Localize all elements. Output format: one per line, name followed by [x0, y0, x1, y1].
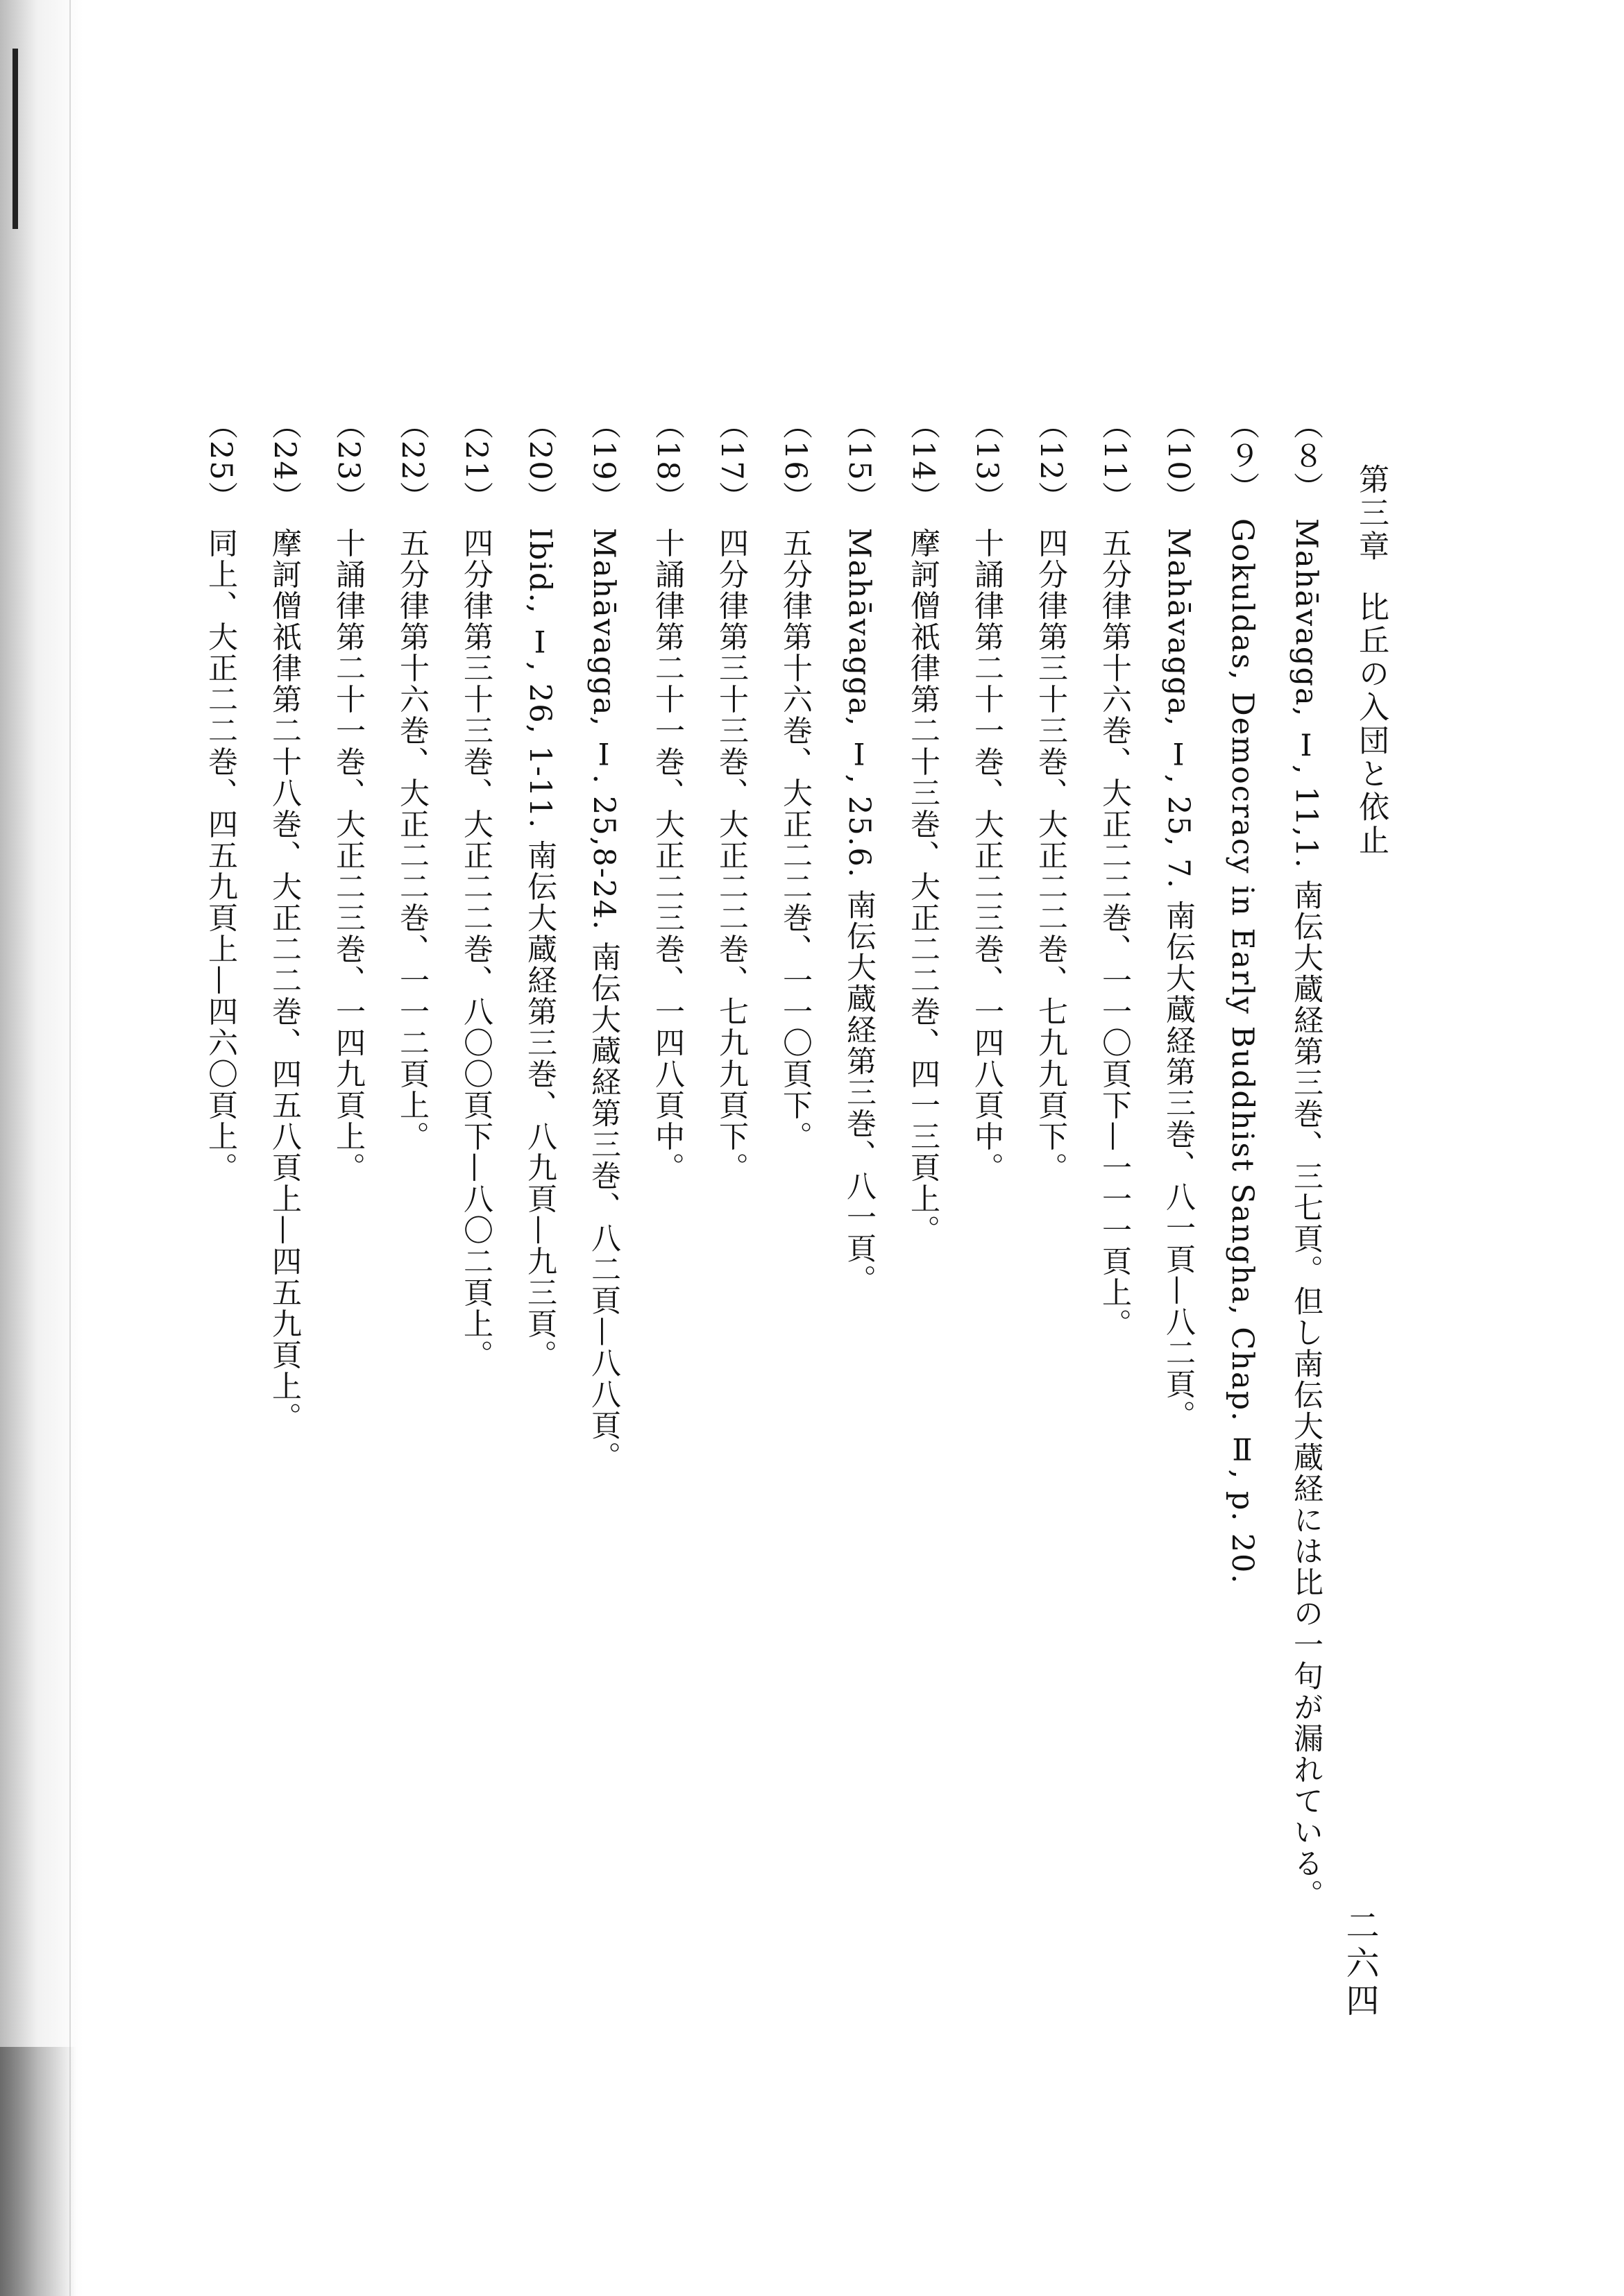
note-number: （16） — [778, 409, 813, 513]
note-number: （13） — [970, 409, 1004, 513]
note-20 — [525, 409, 555, 1371]
note-18 — [650, 409, 685, 1184]
note-text: 四分律第三十三巻、大正二二巻、七九九頁下。 — [1033, 527, 1068, 1184]
note-text: 摩訶僧祇律第二十三巻、大正二二巻、四一三頁上。 — [906, 527, 940, 1246]
chapter-label: 第三章 — [1353, 464, 1389, 563]
note-text: 十誦律第二十一巻、大正二三巻、一四八頁中。 — [650, 527, 685, 1184]
note-number: （24） — [267, 409, 302, 513]
note-13 — [970, 409, 1004, 1184]
note-10 — [1161, 409, 1196, 1431]
page-fold-line — [69, 0, 71, 2296]
note-text: Mahāvagga, Ⅰ, 11,1. 南伝大蔵経第三巻、三七頁。但し南伝大蔵経には比の一句が漏れている。 — [1289, 518, 1323, 1911]
note-text: Mahāvagga, Ⅰ, 25.6. 南伝大蔵経第三巻、八一頁。 — [842, 527, 877, 1296]
note-number: （11） — [1097, 409, 1132, 513]
note-text: 四分律第三十三巻、大正二二巻、七九九頁下。 — [714, 527, 749, 1184]
note-8 — [1291, 409, 1321, 1910]
note-number: （25） — [203, 409, 238, 513]
running-head — [1353, 464, 1389, 858]
note-number: （23） — [331, 409, 366, 513]
note-24 — [267, 409, 302, 1434]
note-text: Gokuldas, Democracy in Early Buddhist Sangha, Chap. Ⅱ, p. 20. — [1225, 518, 1260, 1585]
note-number: （14） — [906, 409, 940, 513]
note-number: （９） — [1225, 409, 1260, 503]
note-12 — [1033, 409, 1068, 1184]
note-text: 五分律第十六巻、大正二二巻、一一〇頁下。 — [778, 527, 813, 1153]
note-text: 同上、大正二二巻、四五九頁上—四六〇頁上。 — [203, 527, 238, 1184]
page-number: 二六四 — [1340, 1908, 1379, 2021]
note-22 — [395, 409, 430, 1153]
note-number: （19） — [586, 409, 621, 513]
note-number: （17） — [714, 409, 749, 513]
note-text: 四分律第三十三巻、大正二二巻、八〇〇頁下—八〇二頁上。 — [459, 527, 493, 1371]
note-number: （22） — [395, 409, 430, 513]
note-11 — [1097, 409, 1132, 1340]
note-text: 十誦律第二十一巻、大正二三巻、一四八頁中。 — [970, 527, 1004, 1184]
note-text: Ibid., Ⅰ, 26, 1-11. 南伝大蔵経第三巻、八九頁—九三頁。 — [523, 527, 557, 1371]
note-number: （18） — [650, 409, 685, 513]
note-number: （10） — [1161, 409, 1196, 513]
note-number: （８） — [1289, 409, 1323, 503]
note-text: Mahāvagga, Ⅰ, 25, 7. 南伝大蔵経第三巻、八一頁—八二頁。 — [1161, 527, 1196, 1431]
scan-shadow — [0, 0, 83, 2296]
note-9 — [1225, 409, 1260, 1585]
note-text: Mahāvagga, Ⅰ. 25,8-24. 南伝大蔵経第三巻、八二頁—八八頁。 — [586, 527, 621, 1473]
note-21 — [461, 409, 491, 1371]
note-16 — [778, 409, 813, 1153]
note-number: （15） — [842, 409, 877, 513]
binding-mark — [12, 49, 18, 229]
note-17 — [714, 409, 749, 1184]
chapter-title: 比丘の入団と依止 — [1353, 591, 1389, 858]
note-23 — [331, 409, 366, 1184]
note-15 — [842, 409, 877, 1296]
note-number: （21） — [459, 409, 493, 513]
note-25 — [203, 409, 238, 1184]
note-number: （20） — [523, 409, 557, 513]
note-14 — [908, 409, 938, 1246]
note-number: （12） — [1033, 409, 1068, 513]
note-text: 十誦律第二十一巻、大正二三巻、一四九頁上。 — [331, 527, 366, 1184]
note-text: 摩訶僧祇律第二十八巻、大正二二巻、四五八頁上—四五九頁上。 — [267, 527, 302, 1434]
scan-shadow-bottom — [0, 2047, 76, 2296]
note-19 — [586, 409, 621, 1473]
note-text: 五分律第十六巻、大正二二巻、一一二頁上。 — [395, 527, 430, 1153]
note-text: 五分律第十六巻、大正二二巻、一一〇頁下—一一一頁上。 — [1097, 527, 1132, 1340]
